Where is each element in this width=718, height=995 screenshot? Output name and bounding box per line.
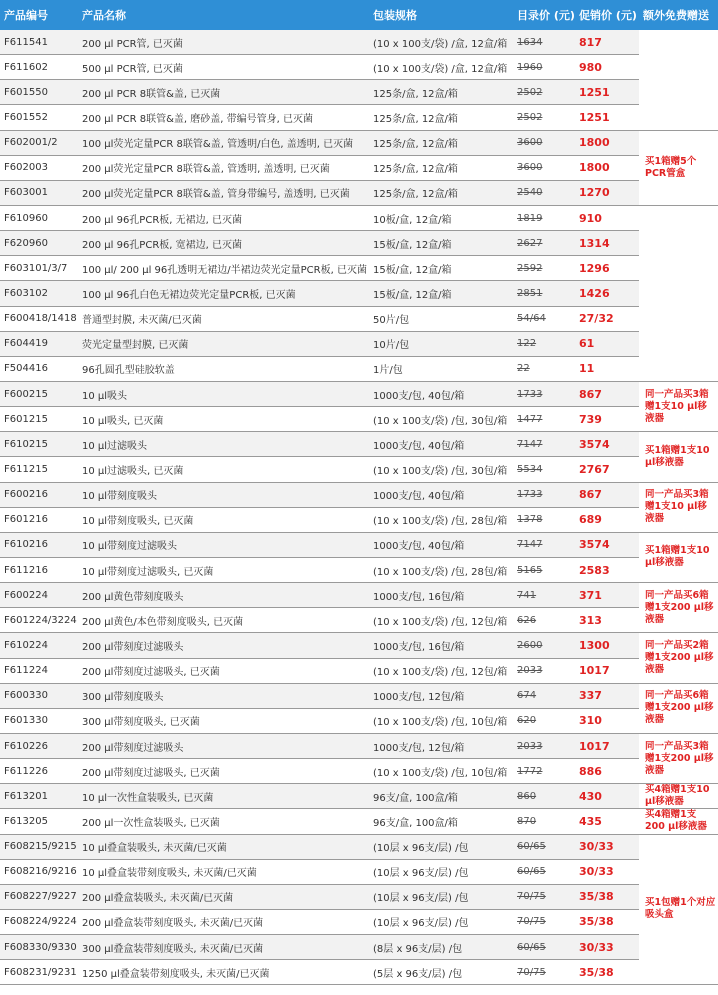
gift-cell: 买1箱赠1支10 µl移液器 <box>639 432 718 482</box>
cell-promo-price: 30/33 <box>575 859 639 884</box>
cell-name: 200 µl PCR 8联管&盖, 磨砂盖, 带编号管身, 已灭菌 <box>78 105 369 130</box>
cell-list-price: 1733 <box>513 381 575 406</box>
cell-promo-price: 867 <box>575 381 639 406</box>
cell-promo-price: 35/38 <box>575 960 639 985</box>
cell-promo-price: 30/33 <box>575 935 639 960</box>
cell-promo-price: 739 <box>575 407 639 432</box>
cell-pack: 1000支/包, 12包/箱 <box>369 733 513 758</box>
table-row <box>0 557 718 582</box>
cell-name: 300 µl叠盒装带刻度吸头, 未灭菌/已灭菌 <box>78 935 369 960</box>
cell-pack: 1000支/包, 40包/箱 <box>369 381 513 406</box>
table-row <box>0 231 718 256</box>
table-row <box>0 306 718 331</box>
cell-list-price: 7147 <box>513 432 575 457</box>
table-row <box>0 130 718 155</box>
cell-name: 10 µl一次性盒装吸头, 已灭菌 <box>78 784 369 809</box>
table-row <box>0 281 718 306</box>
cell-code: F611226 <box>0 759 78 784</box>
cell-pack: 50片/包 <box>369 306 513 331</box>
gift-cell: 买4箱赠1支200 µl移液器 <box>639 809 718 834</box>
cell-promo-price: 30/33 <box>575 834 639 859</box>
cell-code: F610216 <box>0 532 78 557</box>
table-row <box>0 155 718 180</box>
cell-code: F608231/9231 <box>0 960 78 985</box>
table-row <box>0 205 718 230</box>
cell-code: F602003 <box>0 155 78 180</box>
cell-name: 100 µl 96孔白色无裙边荧光定量PCR板, 已灭菌 <box>78 281 369 306</box>
table-row <box>0 331 718 356</box>
cell-promo-price: 817 <box>575 30 639 55</box>
table-row <box>0 256 718 281</box>
cell-pack: (10 x 100支/袋) /包, 10包/箱 <box>369 759 513 784</box>
cell-name: 200 µl PCR 8联管&盖, 已灭菌 <box>78 80 369 105</box>
cell-list-price: 3600 <box>513 130 575 155</box>
table-row <box>0 935 718 960</box>
cell-pack: 1000支/包, 16包/箱 <box>369 583 513 608</box>
cell-code: F610224 <box>0 633 78 658</box>
cell-list-price: 741 <box>513 583 575 608</box>
cell-name: 10 µl叠盒装带刻度吸头, 未灭菌/已灭菌 <box>78 859 369 884</box>
cell-promo-price: 3574 <box>575 432 639 457</box>
cell-promo-price: 1296 <box>575 256 639 281</box>
cell-list-price: 122 <box>513 331 575 356</box>
cell-code: F600215 <box>0 381 78 406</box>
cell-pack: 96支/盒, 100盒/箱 <box>369 784 513 809</box>
cell-name: 普通型封膜, 未灭菌/已灭菌 <box>78 306 369 331</box>
cell-code: F610960 <box>0 205 78 230</box>
gift-cell-pcr: 买1箱赠5个PCR管盒 <box>639 130 718 205</box>
header-pack: 包装规格 <box>369 0 513 30</box>
table-row <box>0 960 718 985</box>
cell-list-price: 1960 <box>513 55 575 80</box>
header-list-price: 目录价 (元) <box>513 0 575 30</box>
cell-promo-price: 2767 <box>575 457 639 482</box>
cell-name: 10 µl过滤吸头, 已灭菌 <box>78 457 369 482</box>
table-header-row <box>0 0 718 30</box>
table-row <box>0 381 718 406</box>
cell-name: 荧光定量型封膜, 已灭菌 <box>78 331 369 356</box>
cell-name: 96孔圆孔型硅胶软盖 <box>78 356 369 381</box>
cell-pack: (10 x 100支/袋) /包, 30包/箱 <box>369 407 513 432</box>
header-code: 产品编号 <box>0 0 78 30</box>
cell-list-price: 70/75 <box>513 884 575 909</box>
cell-list-price: 860 <box>513 784 575 809</box>
cell-name: 10 µl带刻度吸头 <box>78 482 369 507</box>
table-row <box>0 759 718 784</box>
cell-list-price: 2592 <box>513 256 575 281</box>
table-row <box>0 457 718 482</box>
cell-promo-price: 1300 <box>575 633 639 658</box>
cell-name: 10 µl过滤吸头 <box>78 432 369 457</box>
cell-list-price: 1772 <box>513 759 575 784</box>
table-row <box>0 909 718 934</box>
table-row <box>0 809 718 834</box>
gift-cell <box>639 30 718 130</box>
cell-list-price: 5534 <box>513 457 575 482</box>
gift-cell: 买1包赠1个对应吸头盒 <box>639 834 718 985</box>
cell-name: 10 µl带刻度过滤吸头, 已灭菌 <box>78 557 369 582</box>
cell-code: F611541 <box>0 30 78 55</box>
table-row <box>0 105 718 130</box>
cell-pack: 125条/盒, 12盒/箱 <box>369 155 513 180</box>
gift-cell: 同一产品买6箱赠1支200 µl移液器 <box>639 683 718 733</box>
cell-promo-price: 1251 <box>575 80 639 105</box>
cell-pack: 1000支/包, 12包/箱 <box>369 683 513 708</box>
cell-name: 200 µl叠盒装带刻度吸头, 未灭菌/已灭菌 <box>78 909 369 934</box>
cell-code: F620960 <box>0 231 78 256</box>
cell-pack: 15板/盒, 12盒/箱 <box>369 281 513 306</box>
cell-promo-price: 313 <box>575 608 639 633</box>
cell-code: F608224/9224 <box>0 909 78 934</box>
table-row <box>0 407 718 432</box>
cell-code: F601215 <box>0 407 78 432</box>
cell-promo-price: 430 <box>575 784 639 809</box>
table-row <box>0 633 718 658</box>
cell-code: F613201 <box>0 784 78 809</box>
table-row <box>0 80 718 105</box>
cell-code: F610215 <box>0 432 78 457</box>
table-row <box>0 507 718 532</box>
table-row <box>0 583 718 608</box>
cell-pack: (5层 x 96支/层) /包 <box>369 960 513 985</box>
cell-list-price: 2502 <box>513 105 575 130</box>
cell-name: 300 µl带刻度吸头, 已灭菌 <box>78 708 369 733</box>
cell-pack: 15板/盒, 12盒/箱 <box>369 231 513 256</box>
gift-cell: 同一产品买2箱赠1支200 µl移液器 <box>639 633 718 683</box>
table-row <box>0 683 718 708</box>
cell-name: 200 µl荧光定量PCR 8联管&盖, 管身带编号, 盖透明, 已灭菌 <box>78 180 369 205</box>
cell-promo-price: 35/38 <box>575 884 639 909</box>
cell-promo-price: 1800 <box>575 155 639 180</box>
cell-code: F608330/9330 <box>0 935 78 960</box>
cell-code: F602001/2 <box>0 130 78 155</box>
cell-name: 200 µl 96孔PCR板, 宽裙边, 已灭菌 <box>78 231 369 256</box>
cell-code: F610226 <box>0 733 78 758</box>
cell-list-price: 3600 <box>513 155 575 180</box>
table-row <box>0 784 718 809</box>
cell-code: F611215 <box>0 457 78 482</box>
cell-list-price: 626 <box>513 608 575 633</box>
cell-name: 200 µl带刻度过滤吸头, 已灭菌 <box>78 759 369 784</box>
cell-promo-price: 310 <box>575 708 639 733</box>
cell-code: F600216 <box>0 482 78 507</box>
cell-pack: (10 x 100支/袋) /包, 30包/箱 <box>369 457 513 482</box>
cell-pack: (10层 x 96支/层) /包 <box>369 834 513 859</box>
cell-pack: 96支/盒, 100盒/箱 <box>369 809 513 834</box>
cell-list-price: 60/65 <box>513 935 575 960</box>
cell-promo-price: 1314 <box>575 231 639 256</box>
cell-pack: 15板/盒, 12盒/箱 <box>369 256 513 281</box>
cell-list-price: 70/75 <box>513 960 575 985</box>
cell-promo-price: 2583 <box>575 557 639 582</box>
cell-list-price: 1378 <box>513 507 575 532</box>
cell-code: F611224 <box>0 658 78 683</box>
cell-code: F608227/9227 <box>0 884 78 909</box>
cell-list-price: 2502 <box>513 80 575 105</box>
cell-code: F504416 <box>0 356 78 381</box>
cell-promo-price: 1800 <box>575 130 639 155</box>
cell-code: F608216/9216 <box>0 859 78 884</box>
table-row <box>0 482 718 507</box>
cell-name: 200 µl一次性盒装吸头, 已灭菌 <box>78 809 369 834</box>
cell-pack: 1000支/包, 40包/箱 <box>369 432 513 457</box>
table-row <box>0 608 718 633</box>
cell-pack: (10 x 100支/袋) /包, 28包/箱 <box>369 557 513 582</box>
cell-list-price: 5165 <box>513 557 575 582</box>
cell-promo-price: 371 <box>575 583 639 608</box>
cell-pack: (8层 x 96支/层) /包 <box>369 935 513 960</box>
cell-code: F600224 <box>0 583 78 608</box>
cell-list-price: 60/65 <box>513 834 575 859</box>
table-row <box>0 432 718 457</box>
cell-pack: 10板/盒, 12盒/箱 <box>369 205 513 230</box>
cell-name: 10 µl带刻度过滤吸头 <box>78 532 369 557</box>
cell-pack: (10 x 100支/袋) /包, 28包/箱 <box>369 507 513 532</box>
cell-list-price: 22 <box>513 356 575 381</box>
table-row <box>0 708 718 733</box>
cell-list-price: 1819 <box>513 205 575 230</box>
cell-pack: 125条/盒, 12盒/箱 <box>369 105 513 130</box>
table-row <box>0 884 718 909</box>
cell-name: 500 µl PCR管, 已灭菌 <box>78 55 369 80</box>
cell-list-price: 1634 <box>513 30 575 55</box>
cell-name: 200 µl带刻度过滤吸头 <box>78 633 369 658</box>
cell-name: 200 µl黄色/本色带刻度吸头, 已灭菌 <box>78 608 369 633</box>
cell-list-price: 2851 <box>513 281 575 306</box>
cell-name: 10 µl吸头 <box>78 381 369 406</box>
cell-pack: (10 x 100支/袋) /盒, 12盒/箱 <box>369 55 513 80</box>
cell-pack: 1000支/包, 40包/箱 <box>369 482 513 507</box>
cell-list-price: 2627 <box>513 231 575 256</box>
cell-code: F611602 <box>0 55 78 80</box>
cell-list-price: 70/75 <box>513 909 575 934</box>
cell-list-price: 2033 <box>513 658 575 683</box>
cell-list-price: 2600 <box>513 633 575 658</box>
cell-name: 200 µl PCR管, 已灭菌 <box>78 30 369 55</box>
cell-name: 200 µl叠盒装吸头, 未灭菌/已灭菌 <box>78 884 369 909</box>
cell-promo-price: 1251 <box>575 105 639 130</box>
cell-pack: 125条/盒, 12盒/箱 <box>369 180 513 205</box>
cell-pack: 125条/盒, 12盒/箱 <box>369 130 513 155</box>
cell-promo-price: 35/38 <box>575 909 639 934</box>
cell-promo-price: 61 <box>575 331 639 356</box>
table-row <box>0 834 718 859</box>
cell-name: 10 µl叠盒装吸头, 未灭菌/已灭菌 <box>78 834 369 859</box>
cell-list-price: 1477 <box>513 407 575 432</box>
cell-promo-price: 27/32 <box>575 306 639 331</box>
cell-name: 10 µl带刻度吸头, 已灭菌 <box>78 507 369 532</box>
cell-list-price: 2033 <box>513 733 575 758</box>
table-row <box>0 658 718 683</box>
cell-pack: 1000支/包, 16包/箱 <box>369 633 513 658</box>
header-name: 产品名称 <box>78 0 369 30</box>
cell-list-price: 674 <box>513 683 575 708</box>
cell-name: 100 µl荧光定量PCR 8联管&盖, 管透明/白色, 盖透明, 已灭菌 <box>78 130 369 155</box>
cell-list-price: 7147 <box>513 532 575 557</box>
cell-promo-price: 11 <box>575 356 639 381</box>
cell-pack: 125条/盒, 12盒/箱 <box>369 80 513 105</box>
cell-list-price: 870 <box>513 809 575 834</box>
cell-name: 200 µl带刻度过滤吸头, 已灭菌 <box>78 658 369 683</box>
cell-promo-price: 910 <box>575 205 639 230</box>
cell-code: F603102 <box>0 281 78 306</box>
cell-pack: 1片/包 <box>369 356 513 381</box>
table-row <box>0 859 718 884</box>
cell-list-price: 620 <box>513 708 575 733</box>
cell-list-price: 54/64 <box>513 306 575 331</box>
table-row <box>0 532 718 557</box>
cell-code: F601550 <box>0 80 78 105</box>
cell-pack: (10层 x 96支/层) /包 <box>369 884 513 909</box>
cell-promo-price: 1426 <box>575 281 639 306</box>
header-promo-price: 促销价 (元) <box>575 0 639 30</box>
cell-code: F600330 <box>0 683 78 708</box>
cell-promo-price: 867 <box>575 482 639 507</box>
cell-code: F603001 <box>0 180 78 205</box>
cell-name: 1250 µl叠盒装带刻度吸头, 未灭菌/已灭菌 <box>78 960 369 985</box>
gift-cell <box>639 205 718 381</box>
table-row <box>0 180 718 205</box>
cell-pack: 1000支/包, 40包/箱 <box>369 532 513 557</box>
cell-promo-price: 1017 <box>575 733 639 758</box>
cell-pack: (10层 x 96支/层) /包 <box>369 859 513 884</box>
gift-cell: 同一产品买3箱赠1支10 µl移液器 <box>639 482 718 532</box>
cell-promo-price: 3574 <box>575 532 639 557</box>
cell-name: 200 µl黄色带刻度吸头 <box>78 583 369 608</box>
cell-promo-price: 689 <box>575 507 639 532</box>
table-row <box>0 30 718 55</box>
cell-code: F604419 <box>0 331 78 356</box>
cell-pack: (10 x 100支/袋) /包, 12包/箱 <box>369 608 513 633</box>
table-body <box>0 30 718 985</box>
cell-promo-price: 886 <box>575 759 639 784</box>
cell-pack: (10 x 100支/袋) /盒, 12盒/箱 <box>369 30 513 55</box>
cell-code: F600418/1418 <box>0 306 78 331</box>
cell-code: F611216 <box>0 557 78 582</box>
cell-name: 200 µl带刻度过滤吸头 <box>78 733 369 758</box>
cell-code: F601216 <box>0 507 78 532</box>
cell-code: F601330 <box>0 708 78 733</box>
cell-code: F608215/9215 <box>0 834 78 859</box>
cell-name: 200 µl荧光定量PCR 8联管&盖, 管透明, 盖透明, 已灭菌 <box>78 155 369 180</box>
cell-name: 200 µl 96孔PCR板, 无裙边, 已灭菌 <box>78 205 369 230</box>
gift-cell: 买4箱赠1支10 µl移液器 <box>639 784 718 809</box>
cell-promo-price: 337 <box>575 683 639 708</box>
cell-pack: (10 x 100支/袋) /包, 12包/箱 <box>369 658 513 683</box>
cell-list-price: 1733 <box>513 482 575 507</box>
cell-code: F613205 <box>0 809 78 834</box>
gift-cell: 买1箱赠1支10 µl移液器 <box>639 532 718 582</box>
cell-pack: 10片/包 <box>369 331 513 356</box>
cell-list-price: 2540 <box>513 180 575 205</box>
gift-cell: 同一产品买6箱赠1支200 µl移液器 <box>639 583 718 633</box>
table-row <box>0 733 718 758</box>
cell-promo-price: 435 <box>575 809 639 834</box>
header-gift: 额外免费赠送 <box>639 0 718 30</box>
cell-name: 10 µl吸头, 已灭菌 <box>78 407 369 432</box>
cell-pack: (10 x 100支/袋) /包, 10包/箱 <box>369 708 513 733</box>
table-row <box>0 356 718 381</box>
cell-code: F601224/3224 <box>0 608 78 633</box>
cell-promo-price: 1017 <box>575 658 639 683</box>
cell-code: F601552 <box>0 105 78 130</box>
cell-pack: (10层 x 96支/层) /包 <box>369 909 513 934</box>
cell-name: 300 µl带刻度吸头 <box>78 683 369 708</box>
cell-promo-price: 980 <box>575 55 639 80</box>
cell-list-price: 60/65 <box>513 859 575 884</box>
gift-cell: 同一产品买3箱赠1支200 µl移液器 <box>639 733 718 783</box>
cell-code: F603101/3/7 <box>0 256 78 281</box>
table-row <box>0 55 718 80</box>
cell-name: 100 µl/ 200 µl 96孔透明无裙边/半裙边荧光定量PCR板, 已灭菌 <box>78 256 369 281</box>
gift-cell: 同一产品买3箱赠1支10 µl移液器 <box>639 381 718 431</box>
cell-promo-price: 1270 <box>575 180 639 205</box>
